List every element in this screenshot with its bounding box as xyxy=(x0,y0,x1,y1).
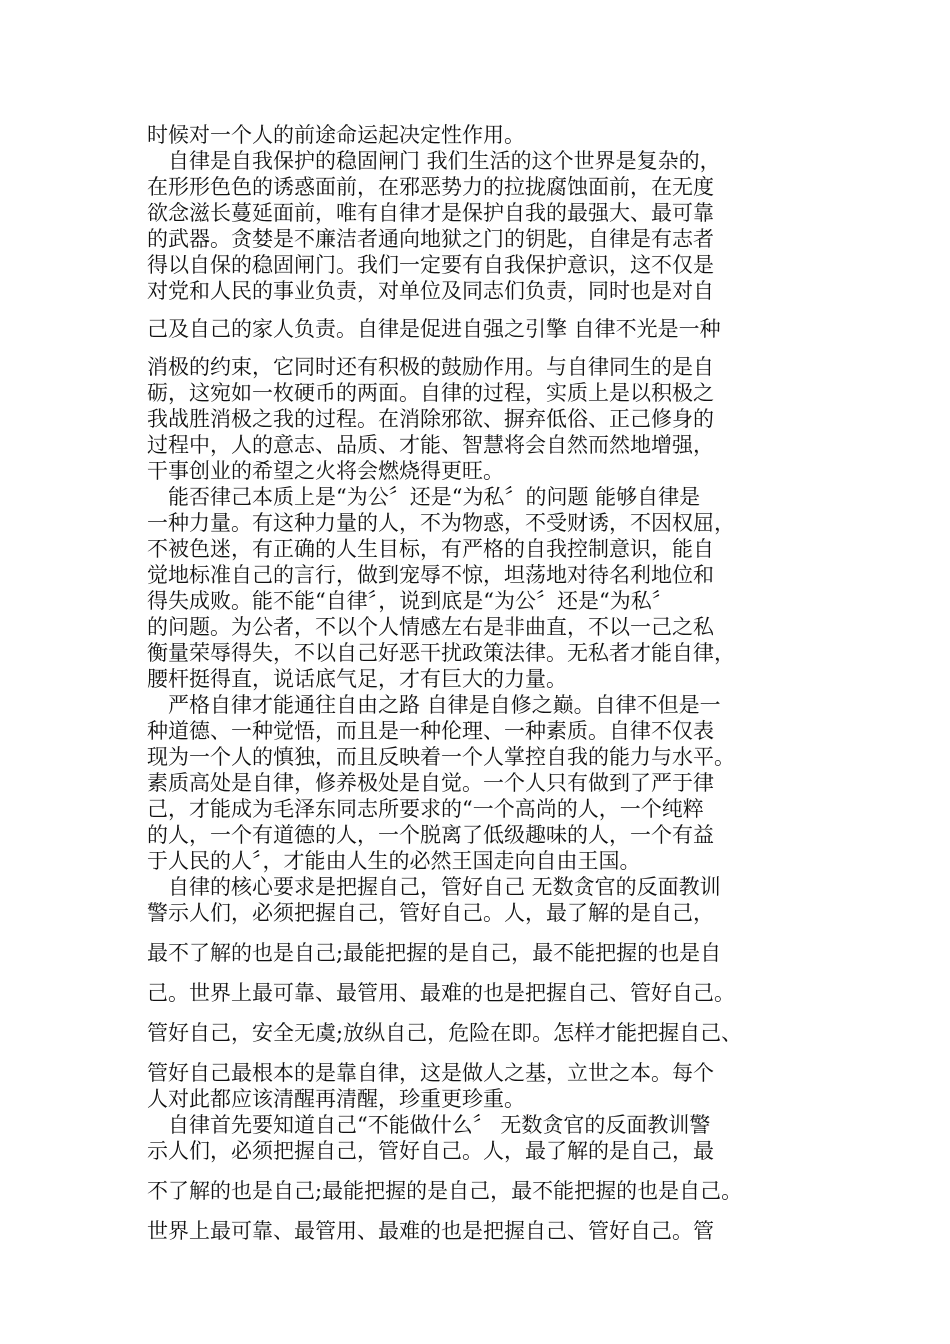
text-line: 干事创业的希望之火将会燃烧得更旺。 xyxy=(147,459,504,483)
text-line: 过程中，人的意志、品质、才能、智慧将会自然而然地增强， xyxy=(147,433,714,457)
text-line: 得以自保的稳固闸门。我们一定要有自我保护意识，这不仅是 xyxy=(147,253,714,277)
text-line: 现为一个人的慎独，而且反映着一个人掌控自我的能力与水平。 xyxy=(147,745,735,769)
paragraph-start-line: 严格自律才能通往自由之路 自律是自修之巅。自律不但是一 xyxy=(147,693,721,717)
text-line: 对党和人民的事业负责，对单位及同志们负责，同时也是对自 xyxy=(147,279,714,303)
text-line: 的人，一个有道德的人，一个脱离了低级趣味的人，一个有益 xyxy=(147,823,714,847)
text-line: 己及自己的家人负责。自律是促进自强之引擎 自律不光是一种 xyxy=(147,317,721,341)
text-line: 己。世界上最可靠、最管用、最难的也是把握自己、管好自己。 xyxy=(147,981,735,1005)
text-line: 欲念滋长蔓延面前，唯有自律才是保护自我的最强大、最可靠 xyxy=(147,201,714,225)
text-line: 砺，这宛如一枚硬币的两面。自律的过程，实质上是以积极之 xyxy=(147,381,714,405)
text-line: 腰杆挺得直，说话底气足，才有巨大的力量。 xyxy=(147,667,567,691)
text-line: 示人们，必须把握自己，管好自己。人，最了解的是自己，最 xyxy=(147,1139,714,1163)
paragraph-start-line: 自律是自我保护的稳固闸门 我们生活的这个世界是复杂的， xyxy=(147,149,721,173)
text-line: 管好自己最根本的是靠自律，这是做人之基，立世之本。每个 xyxy=(147,1061,714,1085)
text-line: 最不了解的也是自己;最能把握的是自己，最不能把握的也是自 xyxy=(147,941,722,965)
text-line: 不被色迷，有正确的人生目标，有严格的自我控制意识，能自 xyxy=(147,537,714,561)
text-line: 时候对一个人的前途命运起决定性作用。 xyxy=(147,123,525,147)
text-line: 在形形色色的诱惑面前，在邪恶势力的拉拢腐蚀面前，在无度 xyxy=(147,175,714,199)
text-line: 一种力量。有这种力量的人，不为物惑，不受财诱，不因权屈， xyxy=(147,511,735,535)
paragraph-start-line: 自律首先要知道自己“不能做什么〞 无数贪官的反面教训警 xyxy=(147,1113,711,1137)
text-line: 世界上最可靠、最管用、最难的也是把握自己、管好自己。管 xyxy=(147,1219,714,1243)
text-line: 素质高处是自律，修养极处是自觉。一个人只有做到了严于律 xyxy=(147,771,714,795)
paragraph-start-line: 能否律己本质上是“为公〞还是“为私〞的问题 能够自律是 xyxy=(147,485,701,509)
text-line: 不了解的也是自己;最能把握的是自己，最不能把握的也是自己。 xyxy=(147,1179,743,1203)
text-line: 消极的约束，它同时还有积极的鼓励作用。与自律同生的是自 xyxy=(147,355,714,379)
text-line: 的武器。贪婪是不廉洁者通向地狱之门的钥匙，自律是有志者 xyxy=(147,227,714,251)
text-line: 人对此都应该清醒再清醒，珍重更珍重。 xyxy=(147,1087,525,1111)
text-line: 觉地标准自己的言行，做到宠辱不惊，坦荡地对待名利地位和 xyxy=(147,563,714,587)
text-line: 种道德、一种觉悟，而且是一种伦理、一种素质。自律不仅表 xyxy=(147,719,714,743)
text-line: 衡量荣辱得失，不以自己好恶干扰政策法律。无私者才能自律， xyxy=(147,641,735,665)
text-line: 己，才能成为毛泽东同志所要求的“一个高尚的人，一个纯粹 xyxy=(147,797,704,821)
text-line: 我战胜消极之我的过程。在消除邪欲、摒弃低俗、正己修身的 xyxy=(147,407,714,431)
text-line: 管好自己，安全无虞;放纵自己，危险在即。怎样才能把握自己、 xyxy=(147,1021,743,1045)
text-line: 的问题。为公者，不以个人情感左右是非曲直，不以一己之私 xyxy=(147,615,714,639)
text-line: 得失成败。能不能“自律〞，说到底是“为公〞还是“为私〞 xyxy=(147,589,673,613)
paragraph-start-line: 自律的核心要求是把握自己，管好自己 无数贪官的反面教训 xyxy=(147,875,721,899)
body-text xyxy=(147,122,807,1244)
text-line: 警示人们，必须把握自己，管好自己。人，最了解的是自己， xyxy=(147,901,714,925)
text-line: 于人民的人〞，才能由人生的必然王国走向自由王国。 xyxy=(147,849,641,873)
